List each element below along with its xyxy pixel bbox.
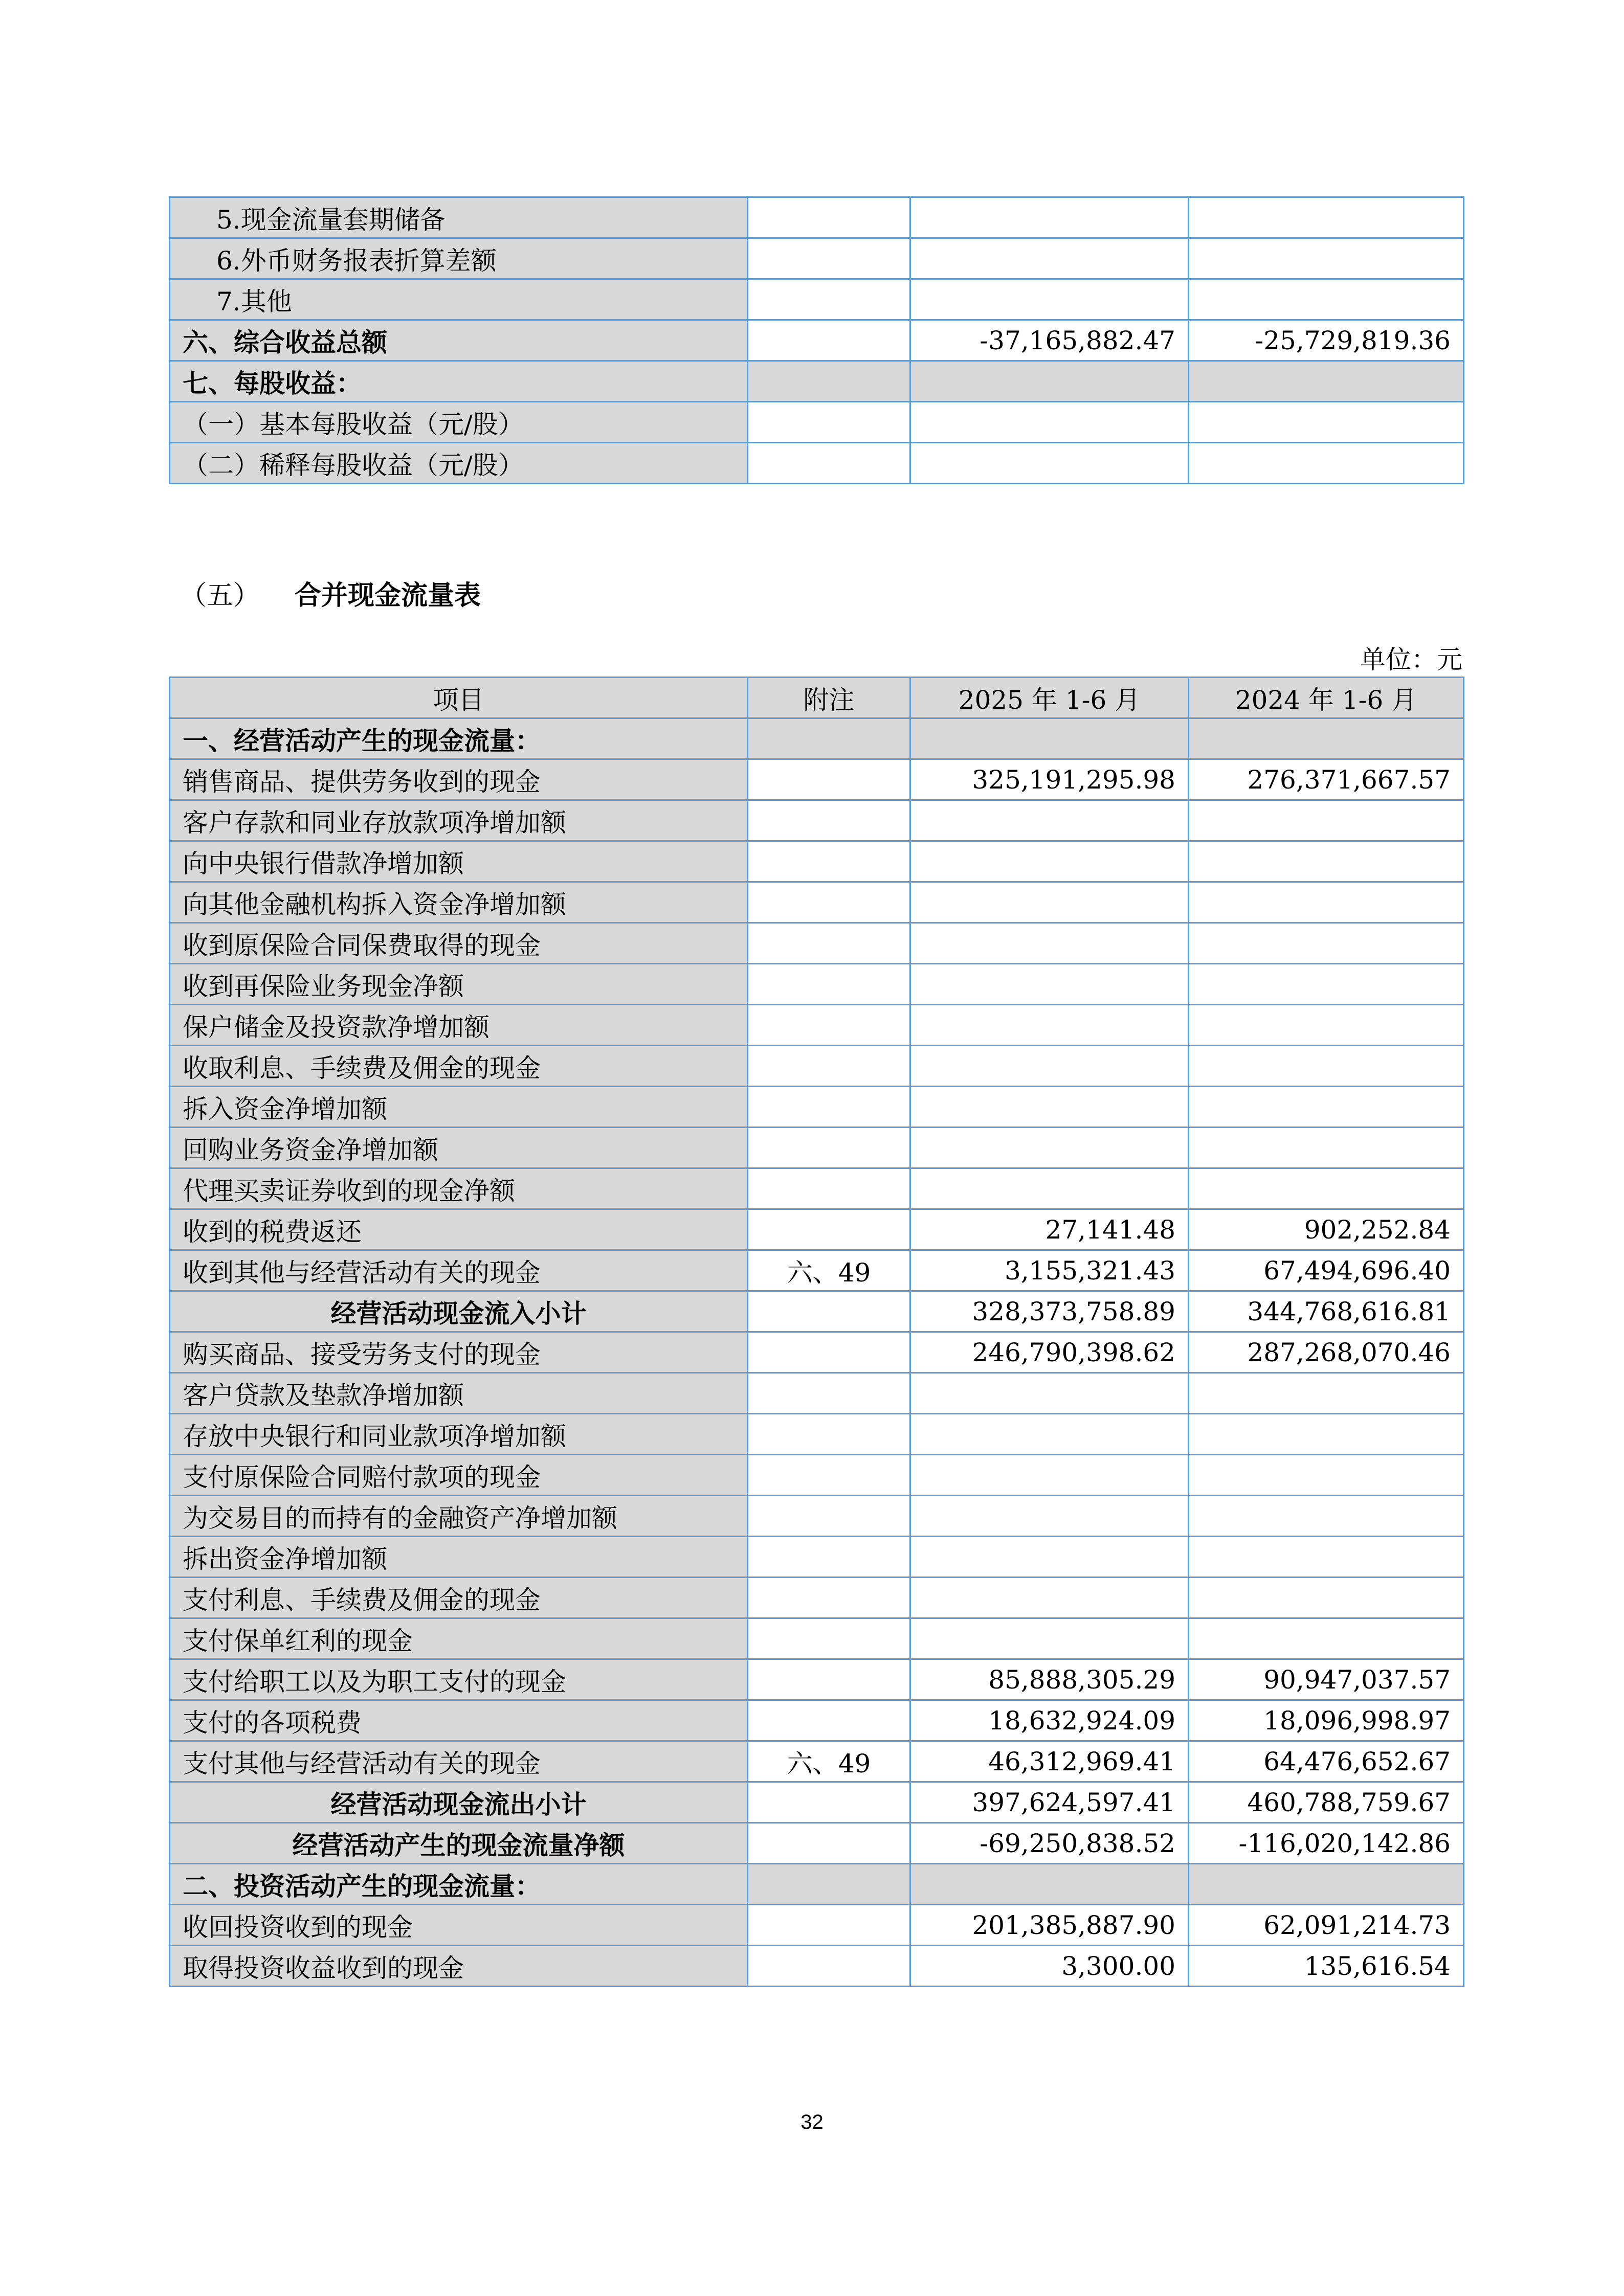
table-header-row: [170, 678, 1464, 718]
note-cell: [748, 1782, 910, 1823]
value-2024: 18,096,998.97: [1189, 1700, 1464, 1741]
value-2025: [910, 1168, 1189, 1209]
value-2025: 3,300.00: [910, 1946, 1189, 1987]
value-2024: 344,768,616.81: [1189, 1291, 1464, 1332]
value-2025: 397,624,597.41: [910, 1782, 1189, 1823]
note-cell: [748, 1578, 910, 1618]
value-2025: 201,385,887.90: [910, 1905, 1189, 1946]
table-row: [170, 1046, 1464, 1087]
table-row: [170, 197, 1464, 238]
table-row: [170, 1209, 1464, 1250]
unit-label: 单位：元: [1360, 645, 1462, 674]
value-2025: [910, 964, 1189, 1005]
row-label: 6.外币财务报表折算差额: [170, 238, 748, 279]
row-label: （一）基本每股收益（元/股）: [170, 402, 748, 443]
section-heading: [180, 574, 481, 612]
table-row: [170, 1005, 1464, 1046]
row-label: 取得投资收益收到的现金: [170, 1946, 748, 1987]
table-row: [170, 1250, 1464, 1291]
row-label: 支付的各项税费: [170, 1700, 748, 1741]
value-2024: [1189, 1168, 1464, 1209]
table-row: [170, 443, 1464, 484]
note-cell: [748, 361, 910, 402]
note-cell: [748, 1700, 910, 1741]
table-row: [170, 1537, 1464, 1578]
value-2025: -69,250,838.52: [910, 1823, 1189, 1864]
value-2024: [1189, 1414, 1464, 1455]
value-2025: [910, 800, 1189, 841]
table-row: [170, 320, 1464, 361]
note-cell: [748, 1905, 910, 1946]
value-2025: [910, 1864, 1189, 1905]
note-cell: [748, 1209, 910, 1250]
row-label: 收回投资收到的现金: [170, 1905, 748, 1946]
value-2024: [1189, 882, 1464, 923]
note-cell: [748, 1087, 910, 1128]
value-2024: 62,091,214.73: [1189, 1905, 1464, 1946]
value-2024: 902,252.84: [1189, 1209, 1464, 1250]
value-2024: [1189, 1455, 1464, 1496]
value-2024: [1189, 964, 1464, 1005]
row-label: 二、投资活动产生的现金流量：: [170, 1864, 748, 1905]
row-label: 为交易目的而持有的金融资产净增加额: [170, 1496, 748, 1537]
table-row: [170, 718, 1464, 759]
header-item: 项目: [170, 678, 748, 718]
header-note: 附注: [748, 678, 910, 718]
note-cell: [748, 1455, 910, 1496]
row-label: 客户存款和同业存放款项净增加额: [170, 800, 748, 841]
note-cell: [748, 1046, 910, 1087]
note-cell: [748, 443, 910, 484]
row-label: 支付保单红利的现金: [170, 1618, 748, 1659]
row-label: 收到再保险业务现金净额: [170, 964, 748, 1005]
table-row: [170, 1700, 1464, 1741]
table-row: [170, 800, 1464, 841]
value-2025: [910, 1578, 1189, 1618]
row-label: 七、每股收益：: [170, 361, 748, 402]
value-2025: [910, 1373, 1189, 1414]
value-2025: 27,141.48: [910, 1209, 1189, 1250]
value-2025: [910, 443, 1189, 484]
value-2024: [1189, 443, 1464, 484]
value-2025: 325,191,295.98: [910, 759, 1189, 800]
value-2025: [910, 923, 1189, 964]
note-cell: [748, 1005, 910, 1046]
row-label: 收取利息、手续费及佣金的现金: [170, 1046, 748, 1087]
table-row: [170, 1087, 1464, 1128]
note-cell: 六、49: [748, 1741, 910, 1782]
note-cell: 六、49: [748, 1250, 910, 1291]
row-label: （二）稀释每股收益（元/股）: [170, 443, 748, 484]
value-2024: 460,788,759.67: [1189, 1782, 1464, 1823]
value-2025: [910, 882, 1189, 923]
note-cell: [748, 718, 910, 759]
row-label: 5.现金流量套期储备: [170, 197, 748, 238]
row-label: 支付其他与经营活动有关的现金: [170, 1741, 748, 1782]
note-cell: [748, 1496, 910, 1537]
note-cell: [748, 1332, 910, 1373]
note-cell: [748, 1168, 910, 1209]
row-label: 收到原保险合同保费取得的现金: [170, 923, 748, 964]
value-2024: [1189, 1537, 1464, 1578]
value-2025: 46,312,969.41: [910, 1741, 1189, 1782]
value-2024: 287,268,070.46: [1189, 1332, 1464, 1373]
table-row: [170, 1291, 1464, 1332]
table-row: [170, 279, 1464, 320]
value-2024: [1189, 923, 1464, 964]
cash-flow-table: [169, 677, 1464, 1987]
note-cell: [748, 841, 910, 882]
row-label: 客户贷款及垫款净增加额: [170, 1373, 748, 1414]
table-row: [170, 1414, 1464, 1455]
row-label: 经营活动现金流出小计: [170, 1782, 748, 1823]
table-row: [170, 1496, 1464, 1537]
table-row: [170, 1168, 1464, 1209]
table-row: [170, 1332, 1464, 1373]
value-2024: [1189, 1005, 1464, 1046]
table-row: [170, 1823, 1464, 1864]
table-row: [170, 1864, 1464, 1905]
table-row: [170, 238, 1464, 279]
table-row: [170, 1782, 1464, 1823]
value-2025: [910, 1537, 1189, 1578]
note-cell: [748, 279, 910, 320]
value-2025: 328,373,758.89: [910, 1291, 1189, 1332]
note-cell: [748, 1864, 910, 1905]
value-2025: [910, 1496, 1189, 1537]
value-2025: [910, 238, 1189, 279]
table-row: [170, 1946, 1464, 1987]
table-row: [170, 1741, 1464, 1782]
value-2025: 3,155,321.43: [910, 1250, 1189, 1291]
comprehensive-income-table: [169, 196, 1464, 484]
value-2024: 135,616.54: [1189, 1946, 1464, 1987]
note-cell: [748, 1946, 910, 1987]
note-cell: [748, 1618, 910, 1659]
value-2025: [910, 1455, 1189, 1496]
row-label: 拆入资金净增加额: [170, 1087, 748, 1128]
section-number: （五）: [180, 580, 260, 611]
row-label: 经营活动现金流入小计: [170, 1291, 748, 1332]
table-row: [170, 882, 1464, 923]
value-2024: [1189, 1087, 1464, 1128]
note-cell: [748, 238, 910, 279]
page-number: 32: [800, 2111, 824, 2133]
value-2025: [910, 841, 1189, 882]
value-2024: [1189, 1864, 1464, 1905]
table-row: [170, 841, 1464, 882]
note-cell: [748, 1537, 910, 1578]
section-title: 合并现金流量表: [295, 580, 481, 611]
value-2024: [1189, 1128, 1464, 1168]
note-cell: [748, 402, 910, 443]
row-label: 拆出资金净增加额: [170, 1537, 748, 1578]
row-label: 代理买卖证券收到的现金净额: [170, 1168, 748, 1209]
note-cell: [748, 800, 910, 841]
table-row: [170, 923, 1464, 964]
value-2024: -25,729,819.36: [1189, 320, 1464, 361]
row-label: 购买商品、接受劳务支付的现金: [170, 1332, 748, 1373]
value-2025: [910, 1414, 1189, 1455]
value-2025: [910, 1618, 1189, 1659]
row-label: 六、综合收益总额: [170, 320, 748, 361]
note-cell: [748, 964, 910, 1005]
note-cell: [748, 1373, 910, 1414]
row-label: 向中央银行借款净增加额: [170, 841, 748, 882]
value-2024: [1189, 197, 1464, 238]
table-row: [170, 402, 1464, 443]
note-cell: [748, 197, 910, 238]
table-row: [170, 1128, 1464, 1168]
value-2025: -37,165,882.47: [910, 320, 1189, 361]
value-2024: -116,020,142.86: [1189, 1823, 1464, 1864]
value-2025: [910, 1046, 1189, 1087]
value-2025: [910, 279, 1189, 320]
value-2024: [1189, 279, 1464, 320]
note-cell: [748, 1414, 910, 1455]
note-cell: [748, 1823, 910, 1864]
value-2025: [910, 718, 1189, 759]
value-2025: [910, 402, 1189, 443]
row-label: 7.其他: [170, 279, 748, 320]
value-2025: [910, 1128, 1189, 1168]
row-label: 存放中央银行和同业款项净增加额: [170, 1414, 748, 1455]
note-cell: [748, 1128, 910, 1168]
row-label: 回购业务资金净增加额: [170, 1128, 748, 1168]
row-label: 经营活动产生的现金流量净额: [170, 1823, 748, 1864]
row-label: 向其他金融机构拆入资金净增加额: [170, 882, 748, 923]
value-2024: 276,371,667.57: [1189, 759, 1464, 800]
table-row: [170, 1373, 1464, 1414]
note-cell: [748, 1659, 910, 1700]
value-2024: [1189, 1373, 1464, 1414]
table-row: [170, 759, 1464, 800]
value-2025: [910, 197, 1189, 238]
header-2024: 2024 年 1-6 月: [1189, 678, 1464, 718]
value-2024: [1189, 238, 1464, 279]
value-2024: [1189, 1578, 1464, 1618]
table-row: [170, 1905, 1464, 1946]
row-label: 保户储金及投资款净增加额: [170, 1005, 748, 1046]
value-2024: [1189, 718, 1464, 759]
value-2024: 90,947,037.57: [1189, 1659, 1464, 1700]
value-2024: 64,476,652.67: [1189, 1741, 1464, 1782]
row-label: 支付原保险合同赔付款项的现金: [170, 1455, 748, 1496]
value-2025: 85,888,305.29: [910, 1659, 1189, 1700]
value-2024: [1189, 402, 1464, 443]
value-2024: [1189, 361, 1464, 402]
row-label: 收到的税费返还: [170, 1209, 748, 1250]
header-2025: 2025 年 1-6 月: [910, 678, 1189, 718]
note-cell: [748, 1291, 910, 1332]
table-row: [170, 361, 1464, 402]
row-label: 收到其他与经营活动有关的现金: [170, 1250, 748, 1291]
row-label: 支付利息、手续费及佣金的现金: [170, 1578, 748, 1618]
row-label: 一、经营活动产生的现金流量：: [170, 718, 748, 759]
value-2025: [910, 1087, 1189, 1128]
table-row: [170, 1455, 1464, 1496]
value-2025: [910, 1005, 1189, 1046]
row-label: 销售商品、提供劳务收到的现金: [170, 759, 748, 800]
value-2024: 67,494,696.40: [1189, 1250, 1464, 1291]
value-2024: [1189, 800, 1464, 841]
value-2025: 18,632,924.09: [910, 1700, 1189, 1741]
table-row: [170, 964, 1464, 1005]
value-2024: [1189, 1618, 1464, 1659]
row-label: 支付给职工以及为职工支付的现金: [170, 1659, 748, 1700]
note-cell: [748, 759, 910, 800]
note-cell: [748, 923, 910, 964]
note-cell: [748, 882, 910, 923]
value-2025: [910, 361, 1189, 402]
table-row: [170, 1578, 1464, 1618]
value-2024: [1189, 1046, 1464, 1087]
table-row: [170, 1659, 1464, 1700]
note-cell: [748, 320, 910, 361]
value-2024: [1189, 841, 1464, 882]
value-2024: [1189, 1496, 1464, 1537]
value-2025: 246,790,398.62: [910, 1332, 1189, 1373]
table-row: [170, 1618, 1464, 1659]
